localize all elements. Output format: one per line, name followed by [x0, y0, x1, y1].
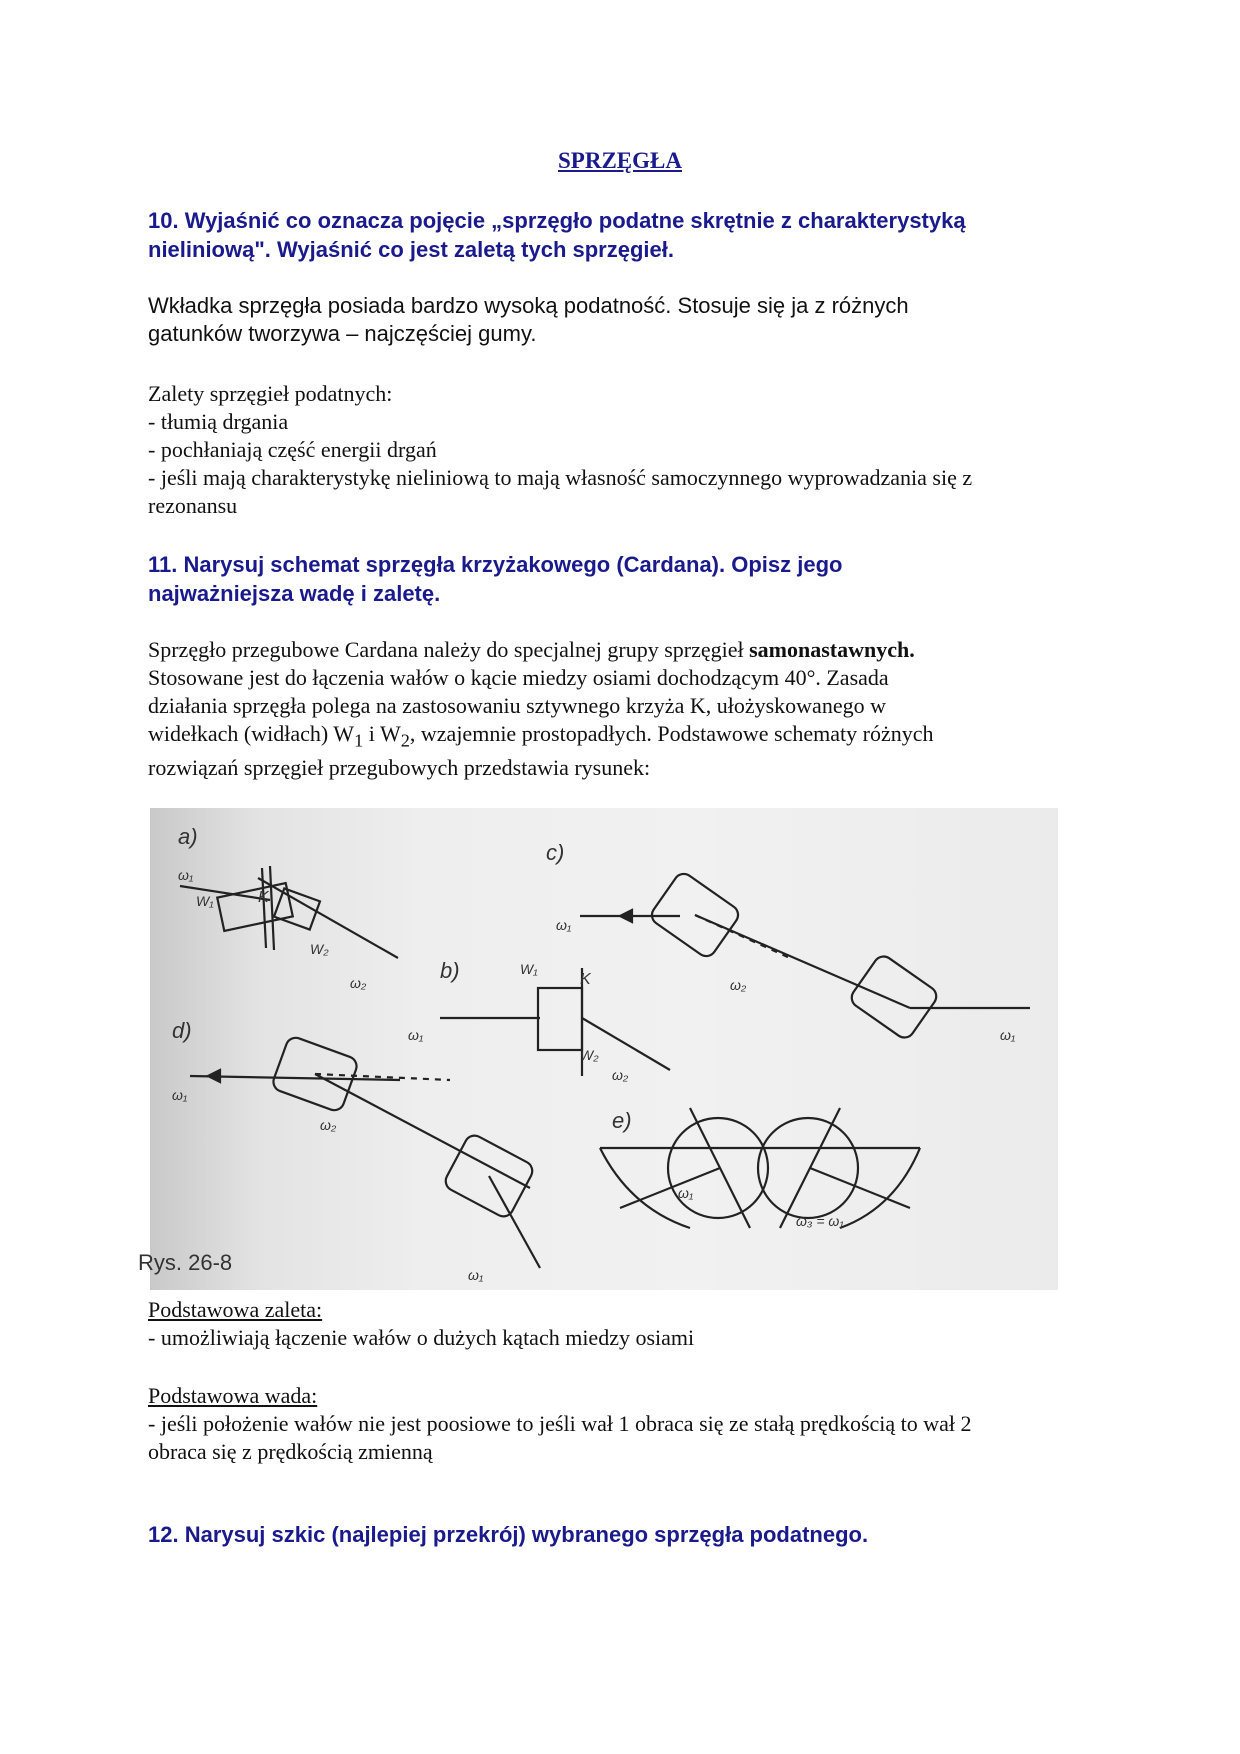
cardan-joints-figure: [138, 808, 1058, 1290]
answer-10: [148, 292, 1108, 348]
omega-1-d-out: ω₁: [468, 1267, 484, 1283]
figure-label-d: d): [172, 1018, 192, 1043]
answer-10-line-2: gatunków tworzywa – najczęściej gumy.: [148, 321, 537, 346]
answer-11-text: widełkach (widłach) W: [148, 721, 355, 746]
wishbone-2-b: W₂: [580, 1047, 599, 1063]
answer-11-bold-term: samonastawnych.: [749, 637, 915, 662]
advantages-item-1: - tłumią drgania: [148, 409, 289, 434]
answer-11-text: Sprzęgło przegubowe Cardana należy do specjalnej grupy sprzęgieł: [148, 637, 750, 662]
question-12-line-1: 12. Narysuj szkic (najlepiej przekrój) wybranego sprzęgła podatnego.: [148, 1522, 869, 1547]
question-10-line-2: nieliniową". Wyjaśnić co jest zaletą tych sprzęgieł.: [148, 237, 674, 262]
omega-2-c: ω₂: [730, 977, 747, 993]
figure-label-e: e): [612, 1108, 632, 1133]
subscript-1: 1: [354, 730, 364, 751]
omega-1-b: ω₁: [408, 1027, 424, 1043]
question-12: [148, 1520, 1108, 1549]
answer-11-text: i W: [363, 721, 401, 746]
advantages-list: [148, 380, 1108, 520]
omega-1-e: ω₁: [678, 1185, 694, 1201]
disadvantage-section: [148, 1382, 1108, 1466]
cardan-schematic-drawing: [138, 808, 1058, 1290]
advantage-section: [148, 1296, 1108, 1352]
cross-k-b: K: [580, 971, 591, 988]
answer-11-text: , wzajemnie prostopadłych. Podstawowe schematy różnych: [409, 721, 934, 746]
omega-2-a: ω₂: [350, 975, 367, 991]
figure-caption: Rys. 26-8: [138, 1250, 233, 1275]
wishbone-1-b: W₁: [520, 961, 538, 977]
figure-label-c: c): [546, 840, 565, 865]
omega-eq-e: ω₃ = ω₁: [796, 1213, 844, 1229]
advantages-item-3-line-1: - jeśli mają charakterystykę nieliniową to mają własność samoczynnego wyprowadzania się z: [148, 465, 973, 490]
omega-1-d: ω₁: [172, 1087, 188, 1103]
page-title: SPRZĘGŁA: [558, 148, 682, 173]
subscript-2: 2: [400, 730, 410, 751]
question-10-line-1: 10. Wyjaśnić co oznacza pojęcie „sprzęgło podatne skrętnie z charakterystyką: [148, 208, 966, 233]
omega-1-a: ω₁: [178, 867, 194, 883]
cross-k-a: K: [258, 889, 269, 906]
question-11-line-1: 11. Narysuj schemat sprzęgła krzyżakowego (Cardana). Opisz jego: [148, 552, 843, 577]
question-11-line-2: najważniejsza wadę i zaletę.: [148, 581, 441, 606]
figure-label-a: a): [178, 824, 198, 849]
advantages-item-2: - pochłaniają część energii drgań: [148, 437, 437, 462]
advantage-item: - umożliwiają łączenie wałów o dużych kątach miedzy osiami: [148, 1325, 695, 1350]
question-10: [148, 206, 1108, 264]
advantage-heading: Podstawowa zaleta:: [148, 1297, 323, 1322]
question-11: [148, 550, 1108, 608]
answer-10-line-1: Wkładka sprzęgła posiada bardzo wysoką podatność. Stosuje się ja z różnych: [148, 293, 909, 318]
answer-11-line-3: działania sprzęgła polega na zastosowaniu sztywnego krzyża K, ułożyskowanego w: [148, 693, 886, 718]
answer-11-line-2: Stosowane jest do łączenia wałów o kącie miedzy osiami dochodzącym 40°. Zasada: [148, 665, 889, 690]
wishbone-2-a: W₂: [310, 941, 329, 957]
disadvantage-line-2: obraca się z prędkością zmienną: [148, 1439, 433, 1464]
omega-2-d: ω₂: [320, 1117, 337, 1133]
omega-1-c: ω₁: [556, 917, 572, 933]
figure-label-b: b): [440, 958, 460, 983]
disadvantage-heading: Podstawowa wada:: [148, 1383, 318, 1408]
wishbone-1-a: W₁: [196, 893, 214, 909]
answer-11-line-1: [148, 636, 1108, 664]
omega-2-b: ω₂: [612, 1067, 629, 1083]
answer-11: [148, 636, 1108, 782]
disadvantage-line-1: - jeśli położenie wałów nie jest poosiowe to jeśli wał 1 obraca się ze stałą prędkością to wał 2: [148, 1411, 972, 1436]
answer-11-line-4: [148, 720, 1108, 754]
answer-11-line-5: rozwiązań sprzęgieł przegubowych przedstawia rysunek:: [148, 755, 651, 781]
advantages-item-3-line-2: rezonansu: [148, 493, 238, 518]
advantages-heading: Zalety sprzęgieł podatnych:: [148, 381, 393, 406]
omega-1-c-out: ω₁: [1000, 1027, 1016, 1043]
